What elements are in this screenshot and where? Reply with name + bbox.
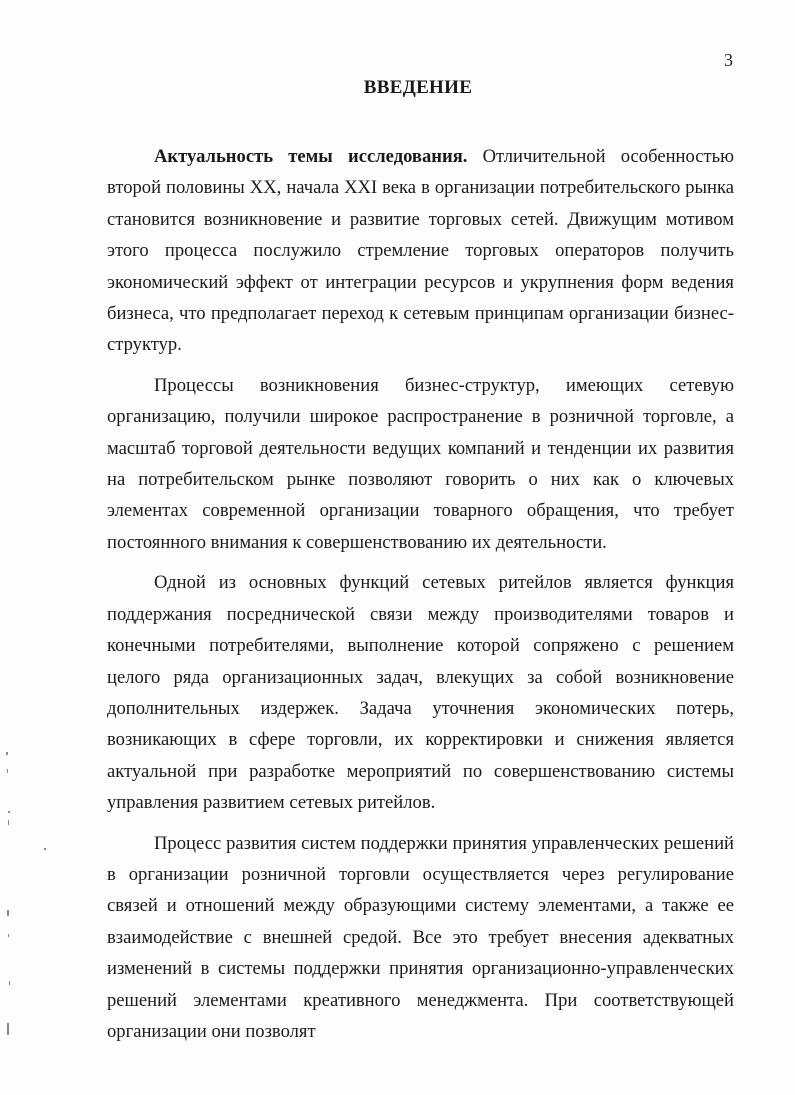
paragraph-text: Отличительной особенностью второй половины XX, начала XXI века в организации потребительского рынка становится возникновение и развитие торговых сетей. Движущим мотивом этого процесса послужило стремление торговых операторов получить экономический эффект от интеграции ресурсов и укрупнения форм ведения бизнеса, что предполагает переход к сетевым принципам организации бизнес-структур.	[107, 146, 734, 356]
page-number: 3	[724, 50, 733, 70]
paragraph-decision-support: Процесс развития систем поддержки принятия управленческих решений в организации розничной торговли осуществляется через регулирование связей и отношений между образующими систему элементами, а также ее взаимодействие с внешней средой. Все это требует внесения адекватных изменений в системы поддержки принятия организационно-управленческих решений элементами креативного менеджмента. При соответствующей организации они позволят	[107, 832, 734, 1042]
paragraph-lead: Актуальность темы исследования.	[154, 146, 468, 167]
paragraph-relevance	[107, 141, 734, 361]
paragraph-retail-functions: Одной из основных функций сетевых ритейлов является функция поддержания посреднической связи между производителями товаров и конечными потребителями, выполнение которой сопряжено с решением целого ряда организационных задач, влекущих за собой возникновение дополнительных издержек. Задача уточнения экономических потерь, возникающих в сфере торговли, их корректировки и снижения является актуальной при разработке мероприятий по совершенствованию системы управления развитием сетевых ритейлов.	[107, 572, 734, 814]
section-heading: ВВЕДЕНИЕ	[363, 77, 473, 98]
scan-edge-marks	[0, 0, 60, 1095]
paragraph-network-processes: Процессы возникновения бизнес-структур, имеющих сетевую организацию, получили широкое распространение в розничной торговле, а масштаб торговой деятельности ведущих компаний и тенденции их развития на потребительском рынке позволяют говорить о них как о ключевых элементах современной организации товарного обращения, что требует постоянного внимания к совершенствованию их деятельности.	[107, 374, 734, 553]
body-text	[107, 141, 734, 1056]
